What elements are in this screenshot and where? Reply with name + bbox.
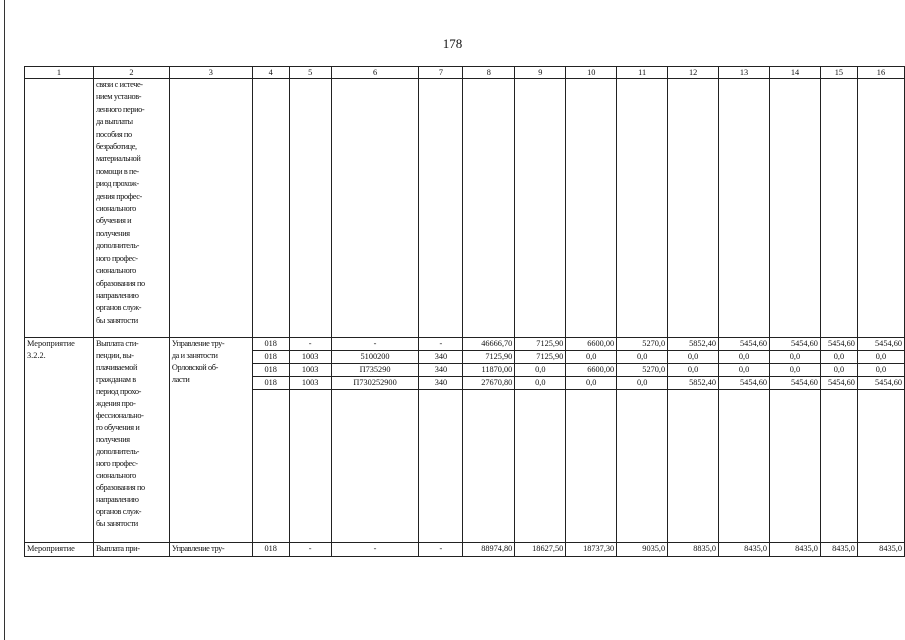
cell-vr: 340 (419, 377, 463, 390)
empty-cell (463, 390, 515, 543)
empty-cell (463, 79, 515, 338)
cell-text-line: сионального (95, 266, 136, 276)
empty-cell (719, 79, 770, 338)
cell-csr: П730252900 (331, 377, 419, 390)
cell-text-line: дения профес- (95, 191, 142, 201)
empty-cell (289, 390, 331, 543)
column-header: 10 (566, 67, 617, 79)
cell-year: 18627,50 (515, 543, 566, 557)
cell-vr: - (419, 543, 463, 557)
empty-cell (566, 390, 617, 543)
cell-year: 5454,60 (820, 377, 857, 390)
next-measure-row (25, 543, 905, 557)
cell-year: 0,0 (719, 364, 770, 377)
cell-csr: П735290 (331, 364, 419, 377)
empty-cell (770, 79, 821, 338)
empty-cell (617, 390, 668, 543)
empty-cell (419, 390, 463, 543)
cell-text-line: дополнитель- (95, 447, 140, 456)
cell-year: 9035,0 (617, 543, 668, 557)
column-header: 1 (25, 67, 94, 79)
cell-text-line: сионального (95, 471, 136, 480)
empty-cell (668, 79, 719, 338)
cell-grbs: 018 (252, 377, 289, 390)
cell-year: 5454,60 (857, 377, 904, 390)
cell-year: 7125,90 (515, 338, 566, 351)
next-measure-executor: Управление тру- (169, 543, 252, 557)
cell-year: 5454,60 (770, 377, 821, 390)
cell-text-line: направлению (95, 290, 139, 300)
empty-cell (820, 390, 857, 543)
empty-cell (668, 390, 719, 543)
cell-rzpr: 1003 (289, 377, 331, 390)
cell-rzpr: 1003 (289, 351, 331, 364)
cell-year: 0,0 (719, 351, 770, 364)
cell-year: 0,0 (515, 377, 566, 390)
cell-total: 27670,80 (463, 377, 515, 390)
measure-description-continued (93, 79, 169, 338)
column-header: 3 (169, 67, 252, 79)
cell-text-line: гражданам в (95, 375, 136, 384)
empty-cell (419, 79, 463, 338)
column-header: 8 (463, 67, 515, 79)
cell-text-line: образования по (95, 278, 145, 288)
empty-cell (515, 79, 566, 338)
cell-text-line: связи с истече- (95, 80, 143, 89)
column-header: 6 (331, 67, 419, 79)
continued-measure-row (25, 79, 905, 338)
cell-year: 5852,40 (668, 338, 719, 351)
cell-year: 0,0 (770, 364, 821, 377)
cell-csr: - (331, 338, 419, 351)
cell-text-line: бы занятости (95, 519, 138, 528)
cell-csr: - (331, 543, 419, 557)
column-header: 16 (857, 67, 904, 79)
cell-total: 88974,80 (463, 543, 515, 557)
cell-total: 11870,00 (463, 364, 515, 377)
empty-cell (820, 79, 857, 338)
column-header: 2 (93, 67, 169, 79)
cell-rzpr: - (289, 543, 331, 557)
cell-year: 5270,0 (617, 364, 668, 377)
empty-cell (617, 79, 668, 338)
empty-cell (857, 390, 904, 543)
cell-text-line: фессионально- (95, 411, 144, 420)
cell-year: 7125,90 (515, 351, 566, 364)
cell-text-line: ного профес- (95, 459, 138, 468)
column-header: 4 (252, 67, 289, 79)
measure-322-description (93, 338, 169, 543)
cell-text-line: риод прохож- (95, 179, 139, 189)
cell-text-line: го обучения и (95, 423, 140, 432)
empty-cell (566, 79, 617, 338)
cell-vr: 340 (419, 364, 463, 377)
cell-year: 8435,0 (719, 543, 770, 557)
cell-year: 0,0 (770, 351, 821, 364)
empty-cell (252, 390, 289, 543)
cell-rzpr: 1003 (289, 364, 331, 377)
next-measure-description: Выплата при- (93, 543, 169, 557)
cell-text-line: органов служ- (95, 507, 142, 516)
cell-text-line: ного профес- (95, 253, 138, 263)
cell-text-line: да и занятости (171, 351, 218, 360)
cell-text-line: 3.2.2. (27, 351, 46, 360)
column-number-header-row (25, 67, 905, 79)
empty-cell (169, 79, 252, 338)
cell-text-line: пендии, вы- (95, 351, 134, 360)
cell-year: 0,0 (668, 364, 719, 377)
cell-year: 6600,00 (566, 338, 617, 351)
cell-text-line: пособия по (95, 129, 132, 139)
cell-text-line: обучения и (95, 216, 132, 226)
cell-year: 0,0 (820, 364, 857, 377)
empty-cell (252, 79, 289, 338)
empty-cell (857, 79, 904, 338)
cell-text-line: дополнитель- (95, 241, 140, 251)
column-header: 12 (668, 67, 719, 79)
column-header: 15 (820, 67, 857, 79)
measure-322-label (25, 338, 94, 543)
cell-vr: 340 (419, 351, 463, 364)
cell-total: 7125,90 (463, 351, 515, 364)
measure-322-executor (169, 338, 252, 543)
cell-text-line: безработице, (95, 142, 137, 152)
empty-cell (719, 390, 770, 543)
cell-year: 8835,0 (668, 543, 719, 557)
cell-year: 5454,60 (719, 338, 770, 351)
cell-year: 0,0 (515, 364, 566, 377)
cell-text-line: Управление тру- (171, 339, 225, 348)
cell-rzpr: - (289, 338, 331, 351)
measure-322-row-total (25, 338, 905, 351)
cell-text-line: да выплаты (95, 117, 133, 127)
cell-grbs: 018 (252, 543, 289, 557)
cell-year: 0,0 (617, 377, 668, 390)
cell-year: 5852,40 (668, 377, 719, 390)
cell-year: 0,0 (566, 377, 617, 390)
cell-year: 0,0 (617, 351, 668, 364)
cell-year: 5270,0 (617, 338, 668, 351)
cell-text-line: материальной (95, 154, 141, 164)
cell-text-line: получения (95, 228, 130, 238)
cell-grbs: 018 (252, 351, 289, 364)
cell-text-line: нием установ- (95, 92, 142, 102)
cell-year: 8435,0 (770, 543, 821, 557)
cell-year: 18737,30 (566, 543, 617, 557)
budget-table (24, 66, 905, 557)
cell-year: 0,0 (857, 364, 904, 377)
column-header: 5 (289, 67, 331, 79)
cell-csr: 5100200 (331, 351, 419, 364)
cell-text-line: Мероприятие (27, 339, 75, 348)
cell-text-line: Выплата сти- (95, 339, 139, 348)
cell-text-line: плачиваемой (95, 363, 138, 372)
empty-cell (25, 79, 94, 338)
cell-text-line: направлению (95, 495, 139, 504)
cell-year: 6600,00 (566, 364, 617, 377)
cell-year: 5454,60 (719, 377, 770, 390)
empty-cell (515, 390, 566, 543)
cell-text-line: образования по (95, 483, 145, 492)
column-header: 7 (419, 67, 463, 79)
cell-text-line: период прохо- (95, 387, 141, 396)
cell-vr: - (419, 338, 463, 351)
empty-cell (770, 390, 821, 543)
cell-text-line: ленного перио- (95, 104, 145, 114)
cell-year: 0,0 (668, 351, 719, 364)
cell-year: 5454,60 (820, 338, 857, 351)
cell-text-line: органов служ- (95, 303, 142, 313)
cell-year: 0,0 (566, 351, 617, 364)
cell-text-line: сионального (95, 204, 136, 214)
cell-text-line: помощи в пе- (95, 166, 139, 176)
cell-grbs: 018 (252, 364, 289, 377)
cell-year: 8435,0 (820, 543, 857, 557)
empty-cell (331, 390, 419, 543)
cell-total: 46666,70 (463, 338, 515, 351)
cell-year: 8435,0 (857, 543, 904, 557)
column-header: 9 (515, 67, 566, 79)
cell-text-line: ждения про- (95, 399, 136, 408)
cell-text-line: бы занятости (95, 315, 138, 325)
empty-cell (289, 79, 331, 338)
cell-year: 0,0 (857, 351, 904, 364)
cell-year: 5454,60 (857, 338, 904, 351)
cell-text-line: ласти (171, 375, 190, 384)
cell-grbs: 018 (252, 338, 289, 351)
column-header: 14 (770, 67, 821, 79)
cell-year: 5454,60 (770, 338, 821, 351)
cell-text-line: Орловской об- (171, 363, 218, 372)
column-header: 11 (617, 67, 668, 79)
empty-cell (331, 79, 419, 338)
next-measure-label: Мероприятие (25, 543, 94, 557)
column-header: 13 (719, 67, 770, 79)
cell-year: 0,0 (820, 351, 857, 364)
page-left-margin-rule (4, 0, 5, 640)
page-number: 178 (442, 36, 463, 51)
cell-text-line: получения (95, 435, 130, 444)
